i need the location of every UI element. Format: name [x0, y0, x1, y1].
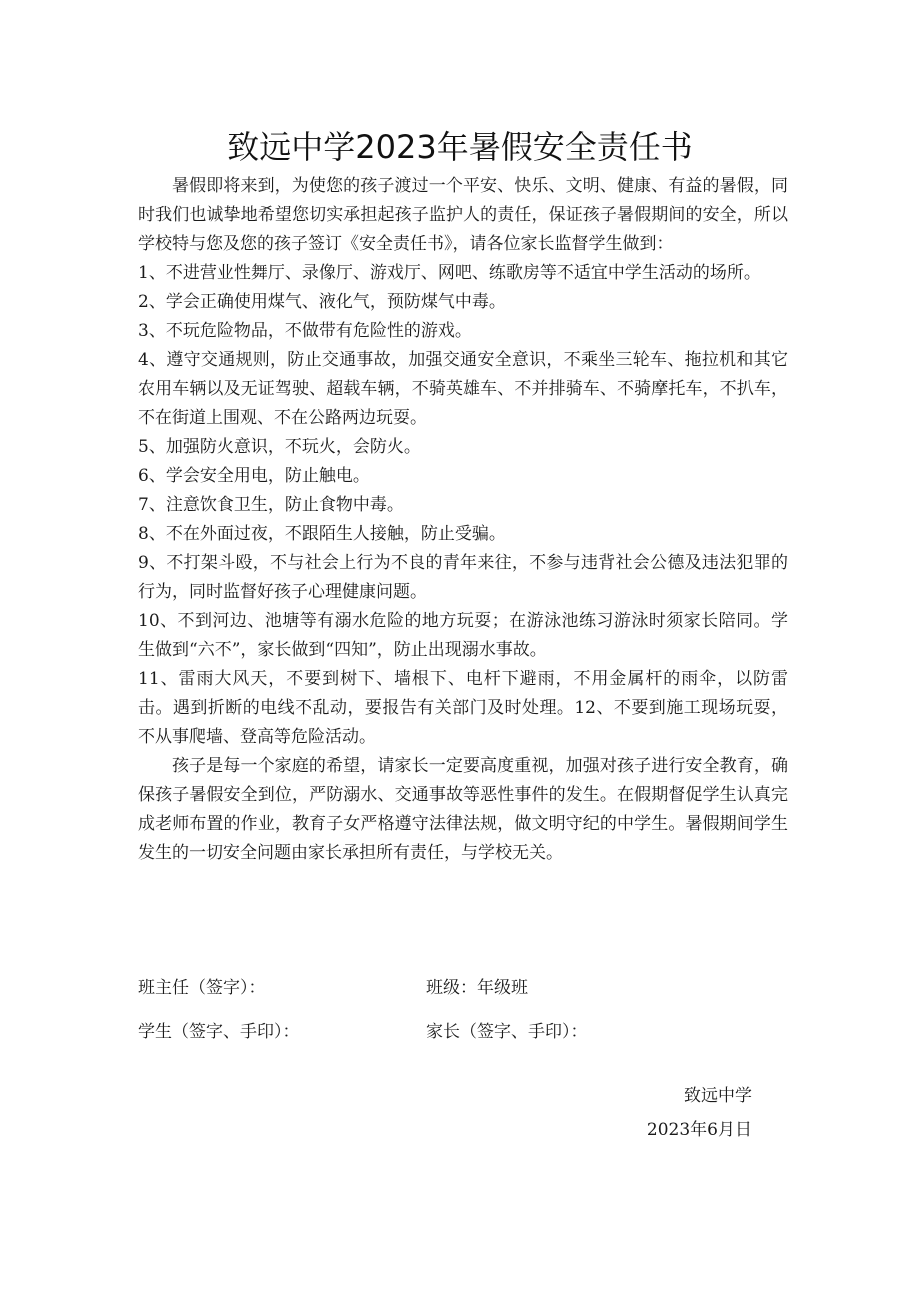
- list-item: 11、雷雨大风天，不要到树下、墙根下、电杆下避雨，不用金属杆的雨伞，以防雷击。遇到折断的电线不乱动，要报告有关部门及时处理。12、不要到施工现场玩耍，不从事爬墙、登高等危险活动。: [138, 669, 788, 747]
- list-item: 2、学会正确使用煤气、液化气，预防煤气中毒。: [138, 292, 506, 312]
- teacher-signature-label: 班主任（签字）：: [138, 978, 266, 998]
- list-item: 1、不进营业性舞厅、录像厅、游戏厅、网吧、练歌房等不适宜中学生活动的场所。: [138, 263, 761, 283]
- class-label: 班级：年级班: [426, 978, 528, 998]
- list-item: 3、不玩危险物品，不做带有危险性的游戏。: [138, 321, 472, 341]
- student-signature-label: 学生（签字、手印）：: [138, 1022, 300, 1042]
- closing-paragraph: 孩子是每一个家庭的希望，请家长一定要高度重视，加强对孩子进行安全教育，确保孩子暑假安全到位，严防溺水、交通事故等恶性事件的发生。在假期督促学生认真完成老师布置的作业，教育子女严格遵守法律法规，做文明守纪的中学生。暑假期间学生发生的一切安全问题由家长承担所有责任，与学校无关。: [138, 756, 788, 863]
- document-body: [138, 172, 788, 868]
- list-item: 9、不打架斗殴，不与社会上行为不良的青年来往，不参与违背社会公德及违法犯罪的行为，同时监督好孩子心理健康问题。: [138, 553, 788, 602]
- list-item: 4、遵守交通规则，防止交通事故，加强交通安全意识，不乘坐三轮车、拖拉机和其它农用车辆以及无证驾驶、超载车辆，不骑英雄车、不并排骑车、不骑摩托车，不扒车，不在街道上围观、不在公路两边玩耍。: [138, 350, 788, 428]
- document-title: 致远中学2023年暑假安全责任书: [227, 128, 693, 166]
- list-item: 10、不到河边、池塘等有溺水危险的地方玩耍；在游泳池练习游泳时须家长陪同。学生做到“六不”，家长做到“四知”，防止出现溺水事故。: [138, 611, 788, 660]
- parent-signature-label: 家长（签字、手印）：: [426, 1022, 588, 1042]
- list-item: 8、不在外面过夜，不跟陌生人接触，防止受骗。: [138, 524, 506, 544]
- list-item: 6、学会安全用电，防止触电。: [138, 466, 370, 486]
- list-item: 7、注意饮食卫生，防止食物中毒。: [138, 495, 404, 515]
- footer-school: 致远中学: [684, 1086, 752, 1106]
- footer-date: 2023年6月日: [646, 1120, 752, 1140]
- list-item: 5、加强防火意识，不玩火，会防火。: [138, 437, 421, 457]
- intro-paragraph: 暑假即将来到，为使您的孩子渡过一个平安、快乐、文明、健康、有益的暑假，同时我们也诚挚地希望您切实承担起孩子监护人的责任，保证孩子暑假期间的安全，所以学校特与您及您的孩子签订《安全责任书》，请各位家长监督学生做到：: [138, 176, 788, 254]
